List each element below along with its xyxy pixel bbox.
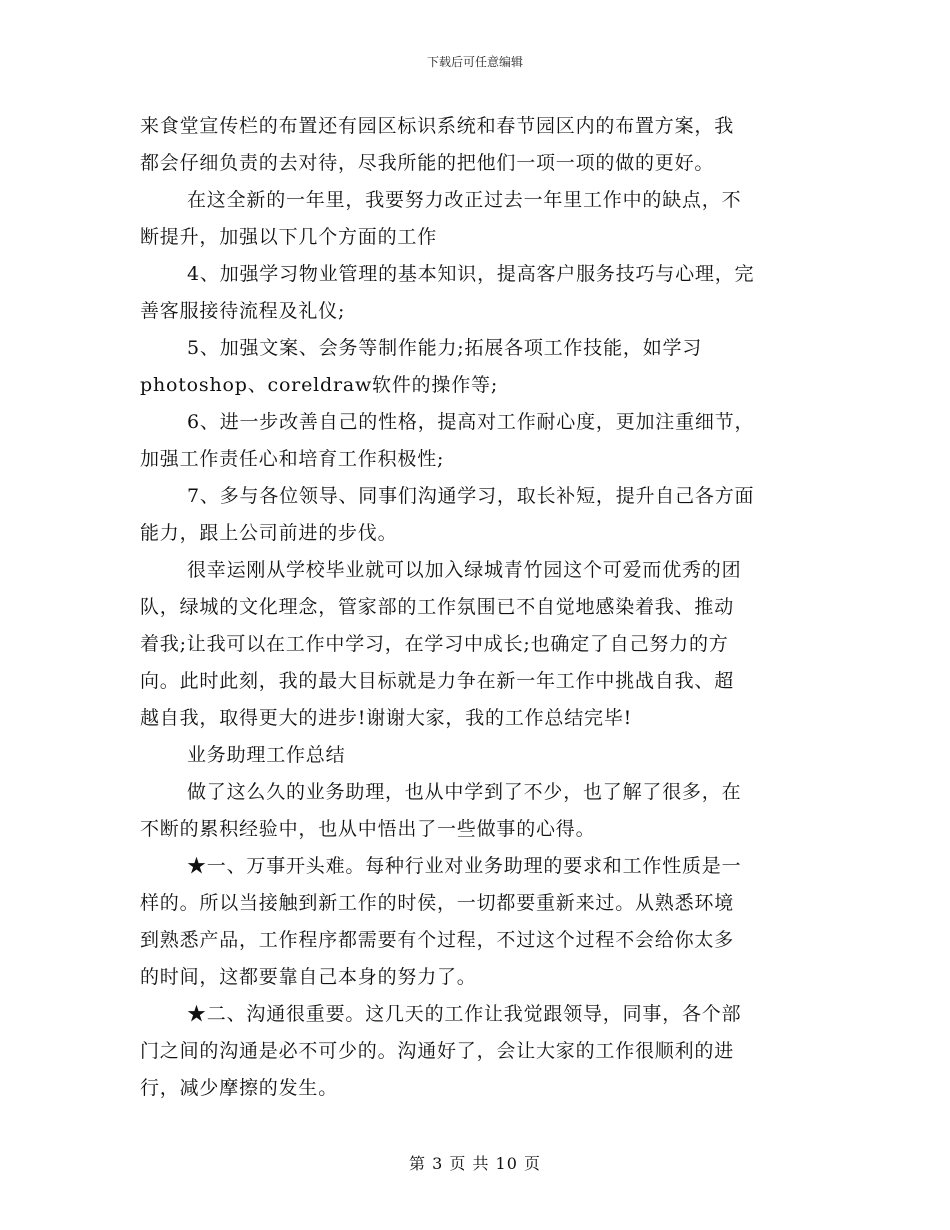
text-line: 善客服接待流程及礼仪;: [140, 300, 346, 322]
point-two-line: ★二、沟通很重要。这几天的工作让我觉跟领导，同事，各个部: [187, 1003, 742, 1025]
list-item-4: 4、加强学习物业管理的基本知识，提高客户服务技巧与心理，完: [187, 263, 755, 285]
text-line: 门之间的沟通是必不可少的。沟通好了，会让大家的工作很顺利的进: [140, 1040, 735, 1062]
text-line: photoshop、coreldraw软件的操作等;: [140, 374, 499, 396]
text-line: 来食堂宣传栏的布置还有园区标识系统和春节园区内的布置方案，我: [140, 115, 735, 137]
text-line: 到熟悉产品，工作程序都需要有个过程，不过这个过程不会给你太多: [140, 929, 735, 951]
page-header: 下载后可任意编辑: [426, 55, 523, 69]
text-line: 断提升，加强以下几个方面的工作: [140, 226, 438, 248]
text-line: 越自我，取得更大的进步!谢谢大家，我的工作总结完毕!: [140, 707, 633, 729]
text-line: 加强工作责任心和培育工作积极性;: [140, 448, 445, 470]
text-line: 队，绿城的文化理念，管家部的工作氛围已不自觉地感染着我、推动: [140, 596, 735, 618]
text-line: 能力，跟上公司前进的步伐。: [140, 522, 398, 544]
paragraph-start-line: 做了这么久的业务助理，也从中学到了不少，也了解了很多，在: [187, 781, 742, 803]
text-line: 不断的累积经验中，也从中悟出了一些做事的心得。: [140, 818, 596, 840]
list-item-6: 6、进一步改善自己的性格，提高对工作耐心度，更加注重细节，: [187, 411, 755, 433]
page-footer: 第 3 页 共 10 页: [409, 1154, 541, 1173]
text-line: 向。此时此刻，我的最大目标就是力争在新一年工作中挑战自我、超: [140, 670, 735, 692]
document-body: [140, 108, 810, 1107]
text-line: 行，减少摩擦的发生。: [140, 1077, 339, 1099]
paragraph-start-line: 很幸运刚从学校毕业就可以加入绿城青竹园这个可爱而优秀的团: [187, 559, 742, 581]
text-line: 着我;让我可以在工作中学习，在学习中成长;也确定了自己努力的方: [140, 633, 729, 655]
point-one-line: ★一、万事开头难。每种行业对业务助理的要求和工作性质是一: [187, 855, 742, 877]
text-line: 样的。所以当接触到新工作的时侯，一切都要重新来过。从熟悉环境: [140, 892, 735, 914]
list-item-5: 5、加强文案、会务等制作能力;拓展各项工作技能，如学习: [187, 337, 703, 359]
paragraph-start-line: 在这全新的一年里，我要努力改正过去一年里工作中的缺点，不: [187, 189, 742, 211]
section-title: 业务助理工作总结: [187, 744, 346, 766]
text-line: 的时间，这都要靠自己本身的努力了。: [140, 966, 477, 988]
text-line: 都会仔细负责的去对待，尽我所能的把他们一项一项的做的更好。: [140, 152, 715, 174]
list-item-7: 7、多与各位领导、同事们沟通学习，取长补短，提升自己各方面: [187, 485, 755, 507]
